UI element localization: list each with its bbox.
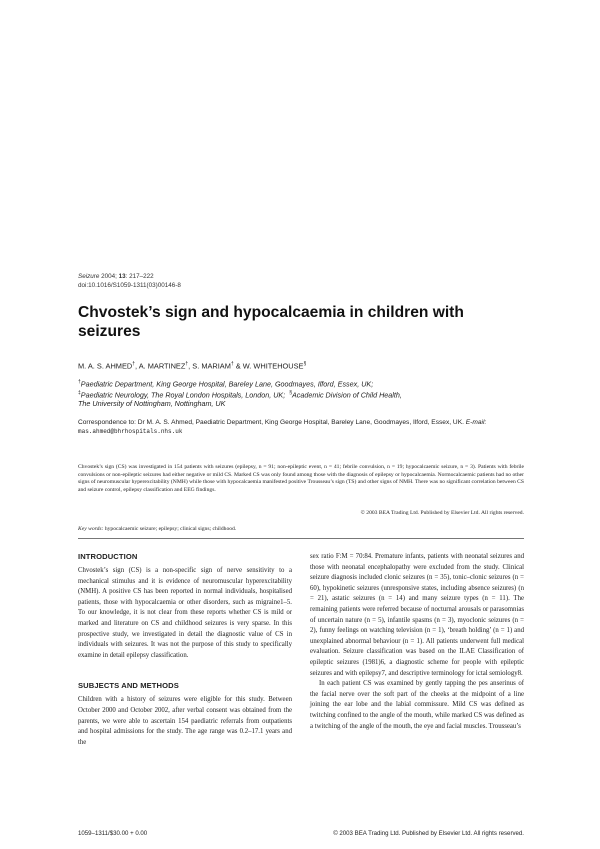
author-name: W. WHITEHOUSE [242, 361, 304, 371]
affiliation-text: Academic Division of Child Health, [292, 390, 402, 400]
body-paragraph: sex ratio F:M = 70:84. Premature infants, patients with neonatal seizures and those with neonatal encephalopathy were excluded from the study. Clinical seizure diagnosis included clonic seizures (n = 35), tonic–clonic seizures (n = 60), hypokinetic seizures (unresponsive states, including absence seizures) (n = 21), astatic seizures (n = 14) and many seizure types (n = 11). The remaining patients were referred because of nocturnal arousals or parasomnias of uncertain nature (n = 5), infantile spasms (n = 3), myoclonic seizures (n = 2), funny feelings on watching television (n = 1), ‘breath holding’ (n = 1) and unexplained abnormal behaviour (n = 1). All patients underwent full medical evaluation. Seizure classification was based on the ILAE Classification of epileptic seizures (1981)6, a diagnostic scheme for people with epileptic seizures and with epilepsy7, and descriptive terminology for ictal semiology8. [310, 553, 524, 677]
footer-copyright: © 2003 BEA Trading Ltd. Published by Elsevier Ltd. All rights reserved. [333, 830, 524, 837]
affiliation-text: Paediatric Department, King George Hospital, Bareley Lane, Goodmayes, Ilford, Essex, UK; [80, 379, 374, 389]
author-mark: † [230, 361, 234, 367]
author-mark: † [185, 361, 189, 367]
affiliation-line [78, 389, 508, 400]
author-mark: † [132, 361, 135, 367]
journal-year: 2004; [99, 273, 119, 280]
journal-name: Seizure [78, 273, 100, 280]
section-heading-introduction: INTRODUCTION [78, 552, 138, 561]
affiliation-mark: ‡ [78, 389, 81, 396]
affiliation-line [78, 399, 508, 408]
affiliations [78, 378, 508, 409]
journal-pages: : 217–222 [125, 273, 154, 280]
author-separator: & [233, 361, 243, 371]
article-title: Chvostek’s sign and hypocalcaemia in children with seizures [78, 304, 464, 340]
affiliation-mark: † [78, 379, 81, 385]
affiliation-line [78, 378, 508, 389]
abstract-copyright: © 2003 BEA Trading Ltd. Published by Elsevier Ltd. All rights reserved. [360, 510, 524, 516]
abstract: Chvostek’s sign (CS) was investigated in 154 patients with seizures (epilepsy, n = 91; non-epileptic event, n = 41; febrile convulsion, n = 19; hypocalcaemic seizure, n = 3). Patients with febrile convulsions or non-epileptic seizures had either negative or mild CS. Marked CS was only found among those with the diagnosis of epilepsy or hypocalcaemia. Normocalcaemic patients had no other signs of neuromuscular hyperexcitability (NMH) while those with hypocalcaemia manifested positive Trousseau’s sign (TS) and other signs of NMH. There was no significant correlation between CS and seizure control, epilepsy classification and EEG findings. [78, 464, 524, 493]
keywords-text: hypocalcaemic seizure; epilepsy; clinical signs; childhood. [103, 526, 237, 532]
email-label: E-mail: [465, 419, 487, 426]
introduction-paragraph: Chvostek’s sign (CS) is a non-specific sign of nerve sensitivity to a mechanical stimulus and it is evidence of neuromuscular hyperexcitability (NMH). A positive CS has been reported in normal individuals, hospitalised patients, those with hypocalcaemia or other disorders, such as migraine1–5. To our knowledge, it is not clear from these reports whether CS is mild or marked and literature on CS and childhood seizures is very sparse. In this prospective study, we investigated in detail the diagnostic value of CS in individuals with seizures. It was not the purpose of this study to specifically examine in detail epilepsy classification. [78, 567, 292, 659]
journal-volume: 13 [118, 273, 126, 280]
affiliation-text: The University of Nottingham, Nottingham, UK [78, 399, 226, 409]
footer-issn: 1059–1311/$30.00 + 0.00 [78, 830, 148, 837]
methods-paragraph: Children with a history of seizures were eligible for this study. Between October 2000 and October 2002, after verbal consent was obtained from the parents, we were able to ascertain 154 paediatric referrals from outpatients and hospital admissions for the study. The age range was 0.2–17.1 years and the [78, 696, 292, 746]
keywords [78, 526, 236, 534]
keywords-label: Key words: [78, 526, 104, 532]
author-name: M. A. S. AHMED [78, 361, 133, 371]
author-name: S. MARIAM [192, 361, 231, 371]
author-separator: , [188, 361, 193, 371]
journal-citation [78, 273, 154, 281]
author-separator: , [135, 361, 139, 371]
author-name: A. MARTINEZ [138, 361, 186, 371]
affiliation-text: Paediatric Neurology, The Royal London Hospitals, London, UK; [80, 390, 286, 400]
section-heading-methods: SUBJECTS AND METHODS [78, 681, 179, 691]
right-column [310, 552, 524, 732]
body-paragraph: In each patient CS was examined by gently tapping the pes anserinus of the facial nerve over the soft part of the cheeks at the midpoint of a line joining the ear lobe and the labial commissure. Mild CS was defined as twitching confined to the angle of the mouth, while marked CS was defined as a twitching of the angle of the mouth, the eye and facial muscles. Trousseau’s [310, 680, 524, 730]
left-column [78, 552, 292, 748]
affiliation-mark: § [289, 389, 292, 396]
correspondence [78, 418, 518, 436]
email-link[interactable]: mas.ahmed@bhrhospitals.nhs.uk [78, 428, 183, 436]
author-mark: § [303, 361, 307, 367]
correspondence-text: Correspondence to: Dr M. A. S. Ahmed, Paediatric Department, King George Hospital, Bareley Lane, Goodmayes, Ilford, Essex, UK. [78, 419, 466, 426]
doi: doi:10.1016/S1059-1311(03)00146-8 [78, 282, 181, 289]
author-list [78, 360, 306, 370]
divider [78, 538, 524, 539]
